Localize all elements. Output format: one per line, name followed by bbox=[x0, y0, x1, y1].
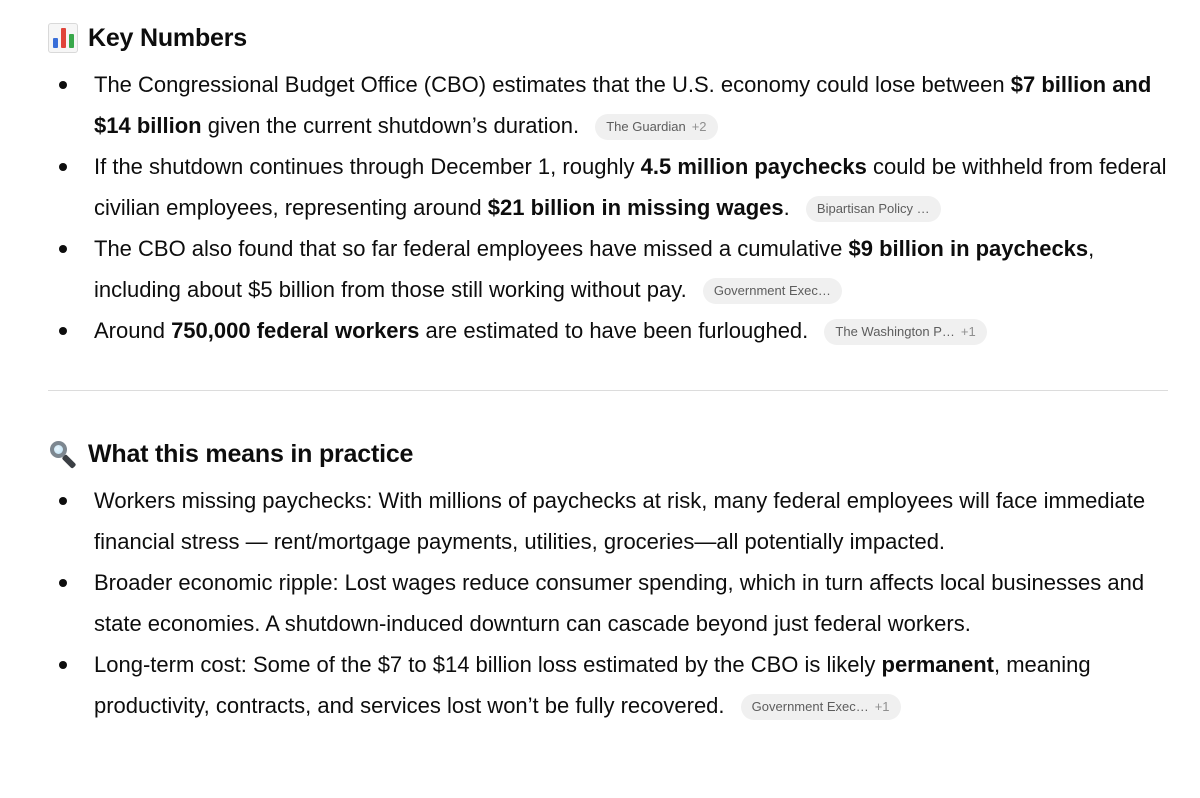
item-highlight: $21 billion in missing wages bbox=[487, 195, 784, 220]
source-chip[interactable] bbox=[824, 319, 986, 345]
item-text: Around bbox=[94, 318, 172, 343]
item-highlight: 4.5 million paychecks bbox=[640, 154, 867, 179]
item-text: If the shutdown continues through December 1, roughly bbox=[94, 154, 641, 179]
item-highlight: permanent bbox=[881, 652, 994, 677]
source-chip[interactable] bbox=[806, 196, 941, 222]
source-name: The Washington P… bbox=[835, 324, 955, 339]
item-text: . bbox=[783, 195, 790, 220]
section-title: Key Numbers bbox=[88, 23, 247, 52]
source-name: Bipartisan Policy … bbox=[816, 201, 930, 216]
source-chip[interactable] bbox=[703, 278, 842, 304]
item-text: Broader economic ripple: Lost wages reduce consumer spending, which in turn affects local businesses and state economies. A shutdown-induced downturn can cascade beyond just federal workers. bbox=[94, 570, 1145, 636]
item-text: , including about $5 billion from those still working without pay. bbox=[94, 236, 1095, 302]
list-item bbox=[48, 644, 1168, 726]
practice-section bbox=[48, 434, 1168, 726]
source-name: Government Exec… bbox=[751, 699, 869, 714]
list-item bbox=[48, 64, 1168, 146]
item-text: The CBO also found that so far federal employees have missed a cumulative bbox=[94, 236, 849, 261]
practice-list bbox=[48, 480, 1168, 726]
bar-chart-icon bbox=[48, 23, 78, 53]
key-numbers-list bbox=[48, 64, 1168, 351]
section-heading bbox=[48, 18, 1168, 58]
list-item bbox=[48, 146, 1168, 228]
source-more-count: +1 bbox=[874, 699, 890, 714]
source-more-count: +1 bbox=[960, 324, 976, 339]
item-text: Long-term cost: Some of the $7 to $14 billion loss estimated by the CBO is likely bbox=[94, 652, 882, 677]
list-item bbox=[48, 480, 1168, 562]
source-name: The Guardian bbox=[606, 119, 686, 134]
source-chip[interactable] bbox=[741, 694, 901, 720]
item-text: Workers missing paychecks: With millions of paychecks at risk, many federal employees will face immediate financial stress — rent/mortgage payments, utilities, groceries—all potentially impacted. bbox=[94, 488, 1146, 554]
item-text: could be withheld from federal civilian employees, representing around bbox=[94, 154, 1167, 220]
section-heading bbox=[48, 434, 1168, 474]
item-highlight: $7 billion and $14 billion bbox=[94, 72, 1152, 138]
list-item bbox=[48, 310, 1168, 351]
source-name: Government Exec… bbox=[713, 283, 831, 298]
item-text: , meaning productivity, contracts, and services lost won’t be fully recovered. bbox=[94, 652, 1091, 718]
item-highlight: 750,000 federal workers bbox=[171, 318, 420, 343]
list-item bbox=[48, 562, 1168, 644]
item-text: The Congressional Budget Office (CBO) estimates that the U.S. economy could lose between bbox=[94, 72, 1011, 97]
list-item bbox=[48, 228, 1168, 310]
section-title: What this means in practice bbox=[88, 439, 414, 468]
item-text: given the current shutdown’s duration. bbox=[201, 113, 580, 138]
key-numbers-section bbox=[48, 18, 1168, 351]
section-divider bbox=[48, 390, 1168, 391]
item-text: are estimated to have been furloughed. bbox=[419, 318, 809, 343]
item-highlight: $9 billion in paychecks bbox=[848, 236, 1089, 261]
source-chip[interactable] bbox=[595, 114, 717, 140]
magnifying-glass-icon bbox=[48, 439, 78, 469]
source-more-count: +2 bbox=[691, 119, 707, 134]
